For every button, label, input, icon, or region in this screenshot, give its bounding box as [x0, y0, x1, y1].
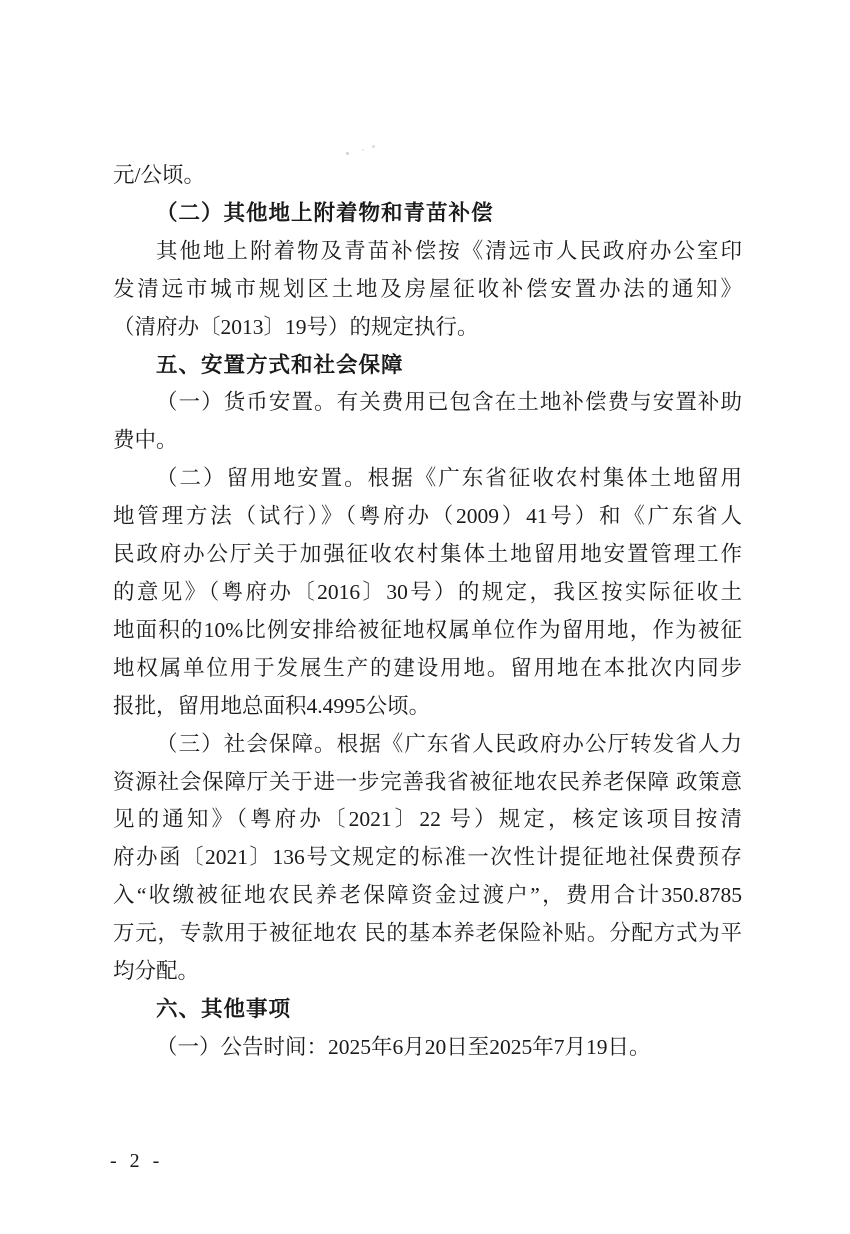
- para-social-security: [113, 726, 742, 991]
- para-monetary-resettlement: [113, 384, 742, 460]
- text-line: 府办函〔2021〕136号文规定的标准一次性计提征地社保费预存: [113, 845, 742, 870]
- text-line: 其他地上附着物及青苗补偿按《清远市人民政府办公室印: [156, 238, 742, 263]
- text-line: 六、其他事项: [156, 996, 292, 1021]
- document-body: [113, 157, 742, 1067]
- text-line: 报批，留用地总面积4.4995公顷。: [113, 693, 431, 718]
- scan-speckle: [372, 145, 375, 148]
- para-other-attachments: [113, 233, 742, 347]
- text-line: 均分配。: [113, 959, 200, 984]
- para-reserved-land: [113, 460, 742, 725]
- text-line: （清府办〔2013〕19号）的规定执行。: [113, 314, 479, 339]
- page-number: - 2 -: [110, 1150, 164, 1172]
- heading-section-six: [113, 991, 742, 1029]
- text-line: 元/公顷。: [113, 163, 205, 187]
- text-line: 见的通知》（粤府办〔2021〕22 号）规定，核定该项目按清: [113, 807, 742, 832]
- text-line: 万元，专款用于被征地农 民的基本养老保险补贴。分配方式为平: [113, 921, 742, 946]
- text-line: 发清远市城市规划区土地及房屋征收补偿安置办法的通知》: [113, 276, 742, 301]
- scan-speckle: [362, 149, 364, 151]
- scan-speckle: [346, 152, 349, 155]
- text-line: 入“收缴被征地农民养老保障资金过渡户”，费用合计350.8785: [113, 883, 742, 908]
- text-line: （二）留用地安置。根据《广东省征收农村集体土地留用: [156, 466, 742, 491]
- text-line: 资源社会保障厅关于进一步完善我省被征地农民养老保障 政策意: [113, 769, 742, 794]
- text-line: （二）其他地上附着物和青苗补偿: [156, 200, 494, 225]
- text-line: （三）社会保障。根据《广东省人民政府办公厅转发省人力: [156, 731, 742, 756]
- text-line: 五、安置方式和社会保障: [156, 352, 404, 377]
- text-line: 地管理方法（试行）》（粤府办（2009）41号）和《广东省人: [113, 504, 742, 529]
- para-notice-period: [113, 1029, 742, 1067]
- para-continuation: [113, 157, 742, 195]
- heading-section-five: [113, 347, 742, 385]
- text-line: 费中。: [113, 428, 178, 453]
- text-line: 地权属单位用于发展生产的建设用地。留用地在本批次内同步: [113, 655, 742, 680]
- text-line: （一）公告时间：2025年6月20日至2025年7月19日。: [156, 1034, 651, 1059]
- heading-item-two: [113, 195, 742, 233]
- text-line: 民政府办公厅关于加强征收农村集体土地留用地安置管理工作: [113, 542, 742, 567]
- text-line: 的意见》（粤府办〔2016〕30号）的规定，我区按实际征收土: [113, 579, 742, 604]
- text-line: 地面积的10%比例安排给被征地权属单位作为留用地，作为被征: [113, 617, 742, 642]
- text-line: （一）货币安置。有关费用已包含在土地补偿费与安置补助: [156, 390, 742, 415]
